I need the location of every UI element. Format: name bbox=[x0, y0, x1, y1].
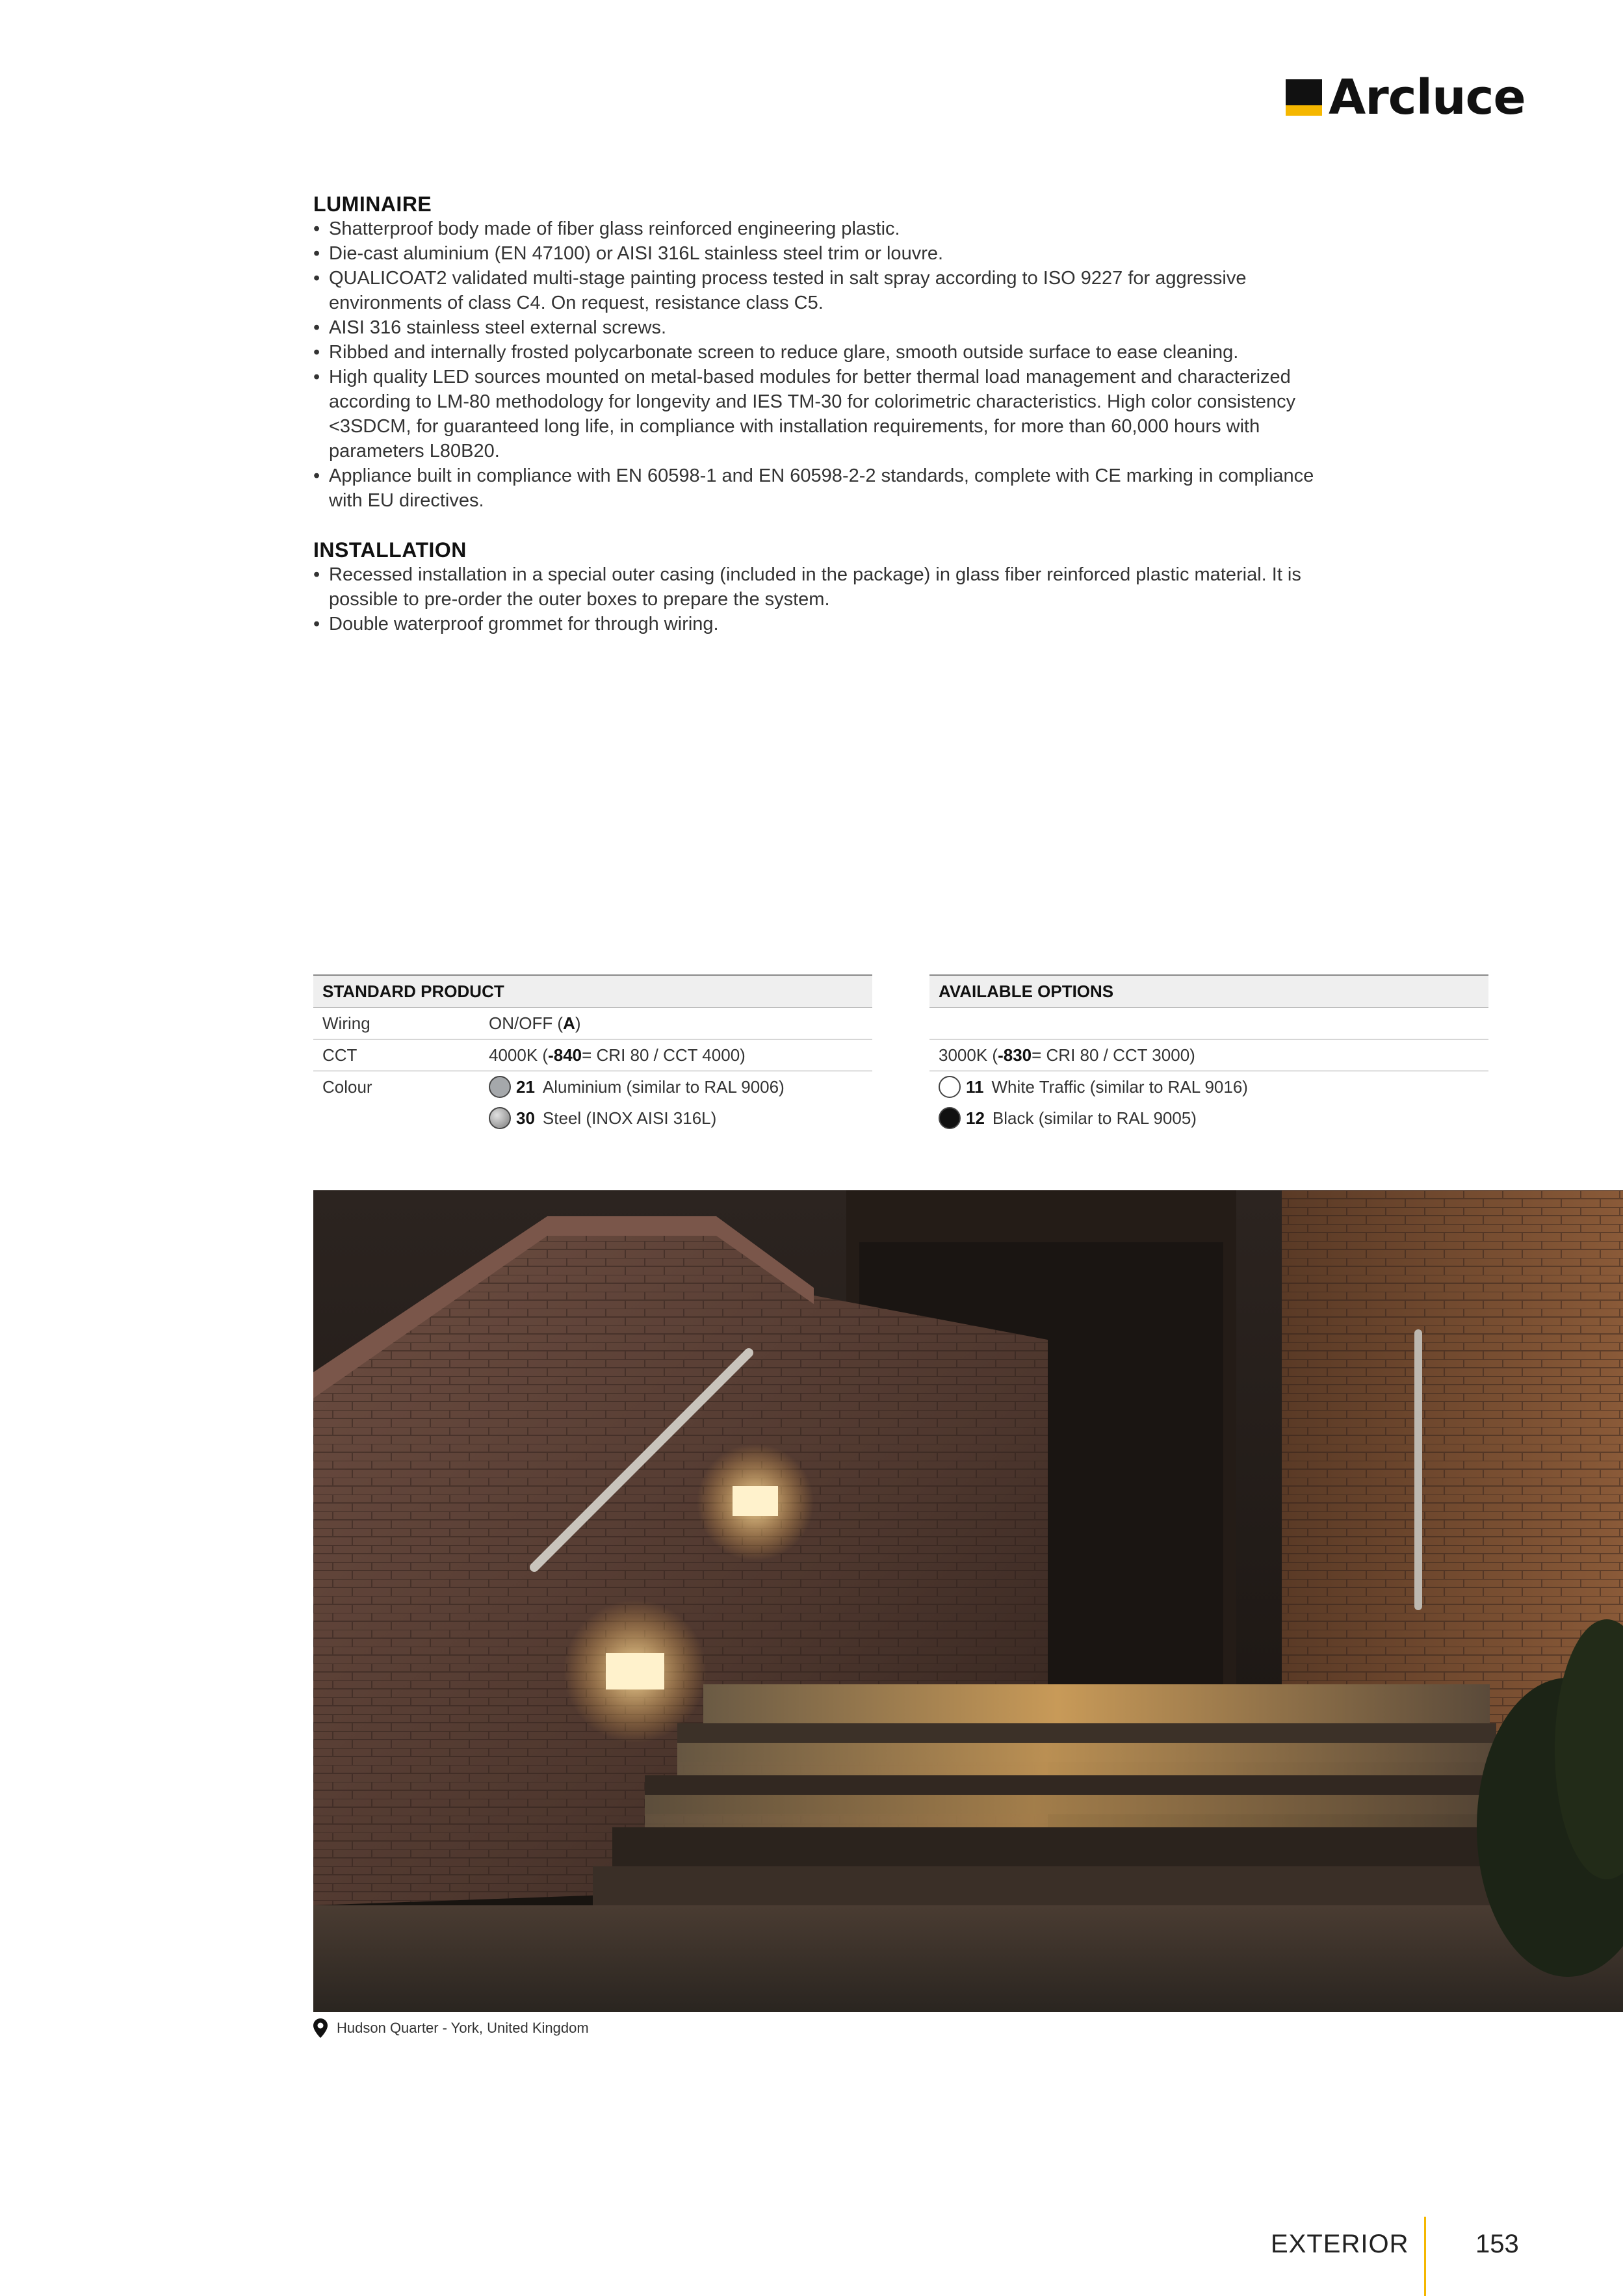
standard-product-header: STANDARD PRODUCT bbox=[313, 974, 872, 1007]
colour-option-row bbox=[929, 1071, 1488, 1102]
colour-code: 30 bbox=[516, 1108, 535, 1128]
wiring-row bbox=[313, 1007, 872, 1039]
colour-name: Aluminium (similar to RAL 9006) bbox=[542, 1076, 785, 1097]
installation-list bbox=[313, 562, 1314, 636]
brand-name: Arcluce bbox=[1329, 70, 1526, 125]
colour-code: 12 bbox=[966, 1108, 985, 1128]
location-pin-icon bbox=[313, 2018, 328, 2038]
wiring-option-row bbox=[929, 1007, 1488, 1039]
cct-label: CCT bbox=[322, 1045, 357, 1065]
luminaire-item: • High quality LED sources mounted on metal-based modules for better thermal load management and characterized according to LM-80 methodology for longevity and IES TM-30 for colorimetric characteristics. High color consistency <3SDCM, for guaranteed long life, in compliance with installation requirements, for more than 60,000 hours with parameters L80B20. bbox=[313, 365, 1314, 463]
colour-row-2 bbox=[313, 1102, 872, 1134]
luminaire-item: • AISI 316 stainless steel external screws. bbox=[313, 315, 1314, 340]
colour-name: Black (similar to RAL 9005) bbox=[992, 1108, 1197, 1128]
white-swatch bbox=[939, 1076, 961, 1098]
colour-code: 11 bbox=[966, 1076, 984, 1097]
colour-name: White Traffic (similar to RAL 9016) bbox=[991, 1076, 1248, 1097]
luminaire-item: • Ribbed and internally frosted polycarbonate screen to reduce glare, smooth outside surface to ease cleaning. bbox=[313, 340, 1314, 365]
colour-name: Steel (INOX AISI 316L) bbox=[542, 1108, 717, 1128]
specifications bbox=[313, 192, 1314, 636]
luminaire-title: LUMINAIRE bbox=[313, 192, 432, 216]
footer-divider bbox=[1424, 2217, 1426, 2296]
caption-text: Hudson Quarter - York, United Kingdom bbox=[337, 2020, 589, 2036]
installation-item: • Double waterproof grommet for through wiring. bbox=[313, 612, 1314, 636]
cct-value: 4000K ( -840 = CRI 80 / CCT 4000) bbox=[489, 1045, 746, 1065]
colour-label: Colour bbox=[322, 1076, 372, 1097]
installation-title: INSTALLATION bbox=[313, 538, 467, 562]
available-options-table bbox=[929, 974, 1488, 1134]
luminaire-item: • Shatterproof body made of fiber glass reinforced engineering plastic. bbox=[313, 216, 1314, 241]
installation-item: • Recessed installation in a special outer casing (included in the package) in glass fiber reinforced plastic material. It is possible to pre-order the outer boxes to prepare the system. bbox=[313, 562, 1314, 612]
wiring-code: A bbox=[563, 1013, 575, 1033]
installation-photo bbox=[313, 1190, 1623, 2012]
colour-option bbox=[489, 1107, 716, 1129]
photo-caption bbox=[313, 2018, 589, 2038]
photo-illustration bbox=[313, 1190, 1623, 2012]
cct-option-code: -830 bbox=[998, 1045, 1032, 1065]
standard-product-table bbox=[313, 974, 872, 1134]
colour-row bbox=[313, 1071, 872, 1102]
cct-option-value: 3000K ( -830 = CRI 80 / CCT 3000) bbox=[939, 1045, 1195, 1065]
available-options-header: AVAILABLE OPTIONS bbox=[929, 974, 1488, 1007]
brand-logo bbox=[1286, 70, 1526, 125]
black-swatch bbox=[939, 1107, 961, 1129]
luminaire-item: • Appliance built in compliance with EN 60598-1 and EN 60598-2-2 standards, complete with CE marking in compliance with EU directives. bbox=[313, 463, 1314, 513]
cct-code: -840 bbox=[548, 1045, 582, 1065]
colour-code: 21 bbox=[516, 1076, 535, 1097]
colour-option bbox=[489, 1076, 785, 1098]
logo-mark bbox=[1286, 79, 1322, 116]
aluminium-swatch bbox=[489, 1076, 511, 1098]
cct-row bbox=[313, 1039, 872, 1071]
luminaire-item: • Die-cast aluminium (EN 47100) or AISI 316L stainless steel trim or louvre. bbox=[313, 241, 1314, 266]
cct-option-row bbox=[929, 1039, 1488, 1071]
wiring-value: ON/OFF ( A ) bbox=[489, 1013, 581, 1033]
luminaire-item: • QUALICOAT2 validated multi-stage painting process tested in salt spray according to ISO 9227 for aggressive environments of class C4. On request, resistance class C5. bbox=[313, 266, 1314, 315]
luminaire-list bbox=[313, 216, 1314, 513]
colour-option-row-2 bbox=[929, 1102, 1488, 1134]
footer-section: EXTERIOR bbox=[1271, 2230, 1409, 2258]
colour-option bbox=[929, 1107, 1197, 1129]
colour-option bbox=[929, 1076, 1248, 1098]
wiring-label: Wiring bbox=[322, 1013, 370, 1033]
page-number: 153 bbox=[1475, 2230, 1519, 2258]
steel-swatch bbox=[489, 1107, 511, 1129]
